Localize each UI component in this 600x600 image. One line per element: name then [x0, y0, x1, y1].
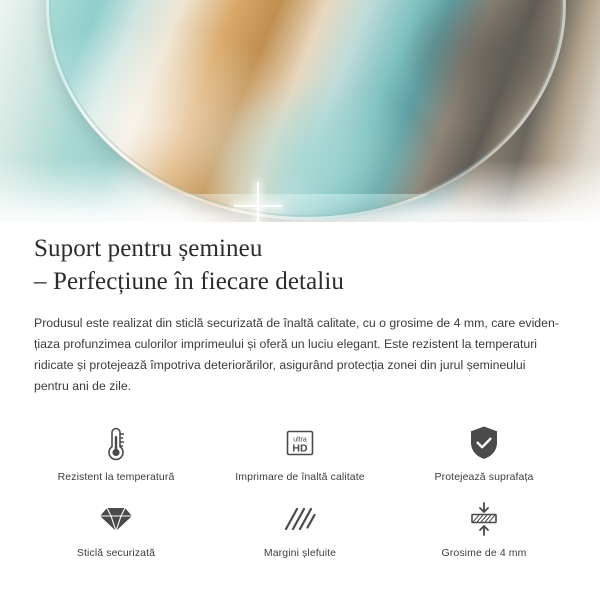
page-title-line-2: – Perfecțiune în fiecare detaliu — [34, 268, 344, 296]
glass-plate-product-image — [46, 0, 566, 220]
feature-item-print-quality — [208, 421, 392, 483]
product-description-text: Produsul este realizat din sticlă securizată de înaltă calitate, cu o grosime de 4 mm, care evidențiaza profunzimea culorilor imprimeului și oferă un luciu elegant. Este rezistent la temperaturi ridicate și protejează împotriva deteriorărilor, asigurând protecția zonei din jurul șemineului pentru ani de zile. — [34, 315, 559, 393]
svg-text:HD: HD — [292, 442, 308, 455]
feature-item-polished-edges — [208, 497, 392, 559]
feature-label: Rezistent la temperatură — [57, 471, 175, 484]
feature-label: Protejează suprafața — [434, 471, 534, 484]
feature-item-thickness — [392, 497, 576, 559]
page-title — [34, 232, 566, 299]
content-section — [0, 222, 600, 559]
polished-edges-icon — [278, 497, 322, 541]
ultra-hd-icon — [278, 421, 322, 465]
feature-item-temperature — [24, 421, 208, 483]
feature-label: Margini șlefuite — [263, 547, 337, 560]
shield-check-icon — [462, 421, 506, 465]
thermometer-icon — [94, 421, 138, 465]
feature-label: Imprimare de înaltă calitate — [235, 471, 365, 484]
hero-image — [0, 0, 600, 222]
feature-grid — [24, 421, 576, 559]
page-title-line-1: Suport pentru șemineu — [34, 235, 263, 262]
feature-label: Sticlă securizată — [76, 547, 156, 560]
feature-label: Grosime de 4 mm — [441, 547, 527, 560]
svg-text:ultra: ultra — [293, 436, 307, 444]
diamond-icon — [94, 497, 138, 541]
thickness-4mm-icon — [462, 497, 506, 541]
feature-item-surface-protection — [392, 421, 576, 483]
feature-item-tempered-glass — [24, 497, 208, 559]
